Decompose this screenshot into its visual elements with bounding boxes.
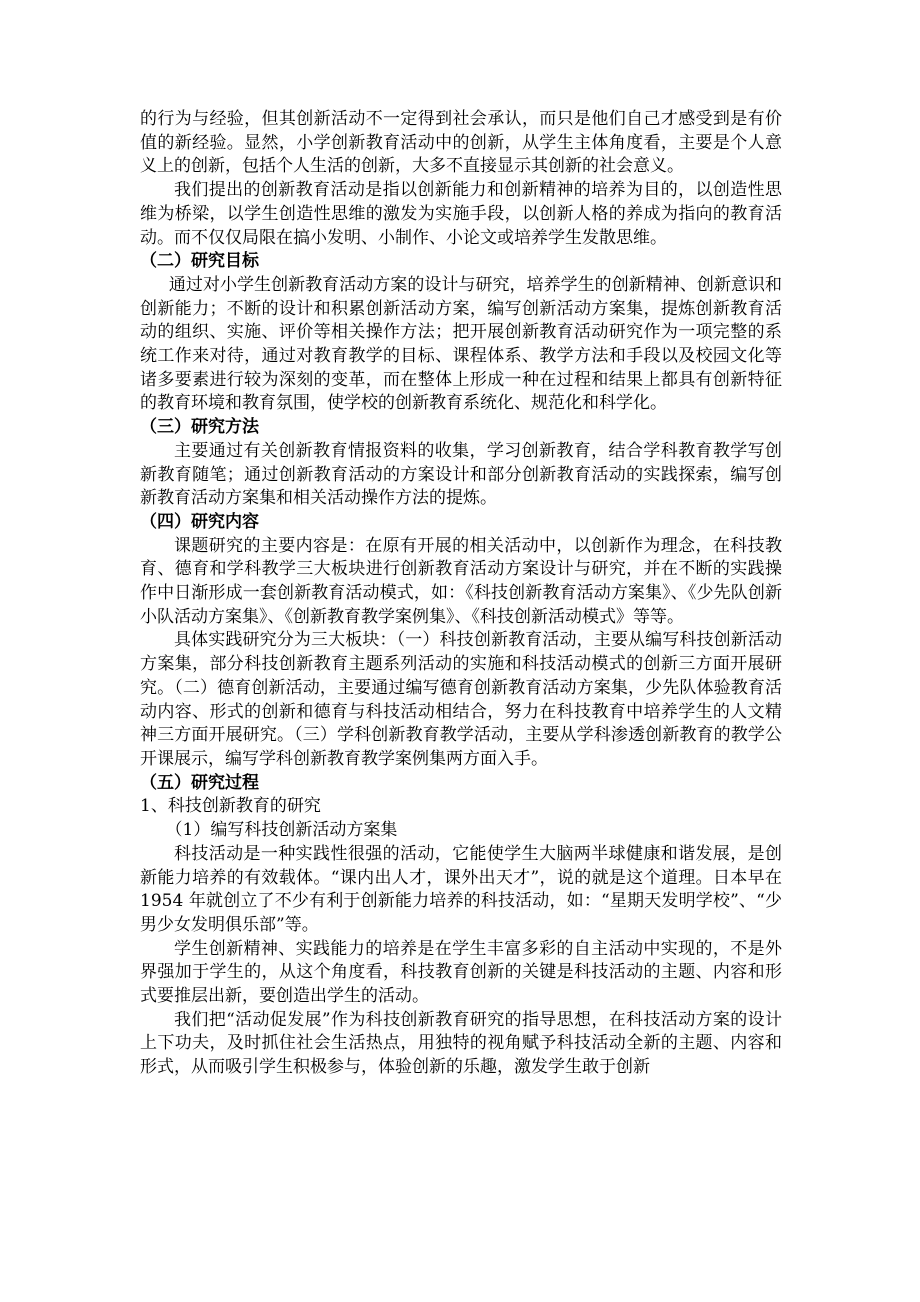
paragraph: 主要通过有关创新教育情报资料的收集，学习创新教育，结合学科教育教学写创新教育随笔；通过创新教育活动的方案设计和部分创新教育活动的实践探索，编写创新教育活动方案集和相关活动操作方法的提炼。 [140, 440, 782, 509]
subsection-item-title: （1）编写科技创新活动方案集 [165, 820, 398, 841]
section-heading: （二）研究目标 [140, 251, 259, 272]
section-heading: （三）研究方法 [140, 417, 259, 438]
paragraph: 学生创新精神、实践能力的培养是在学生丰富多彩的自主活动中实现的，不是外界强加于学生的，从这个角度看，科技教育创新的关键是科技活动的主题、内容和形式要推层出新，要创造出学生的活动。 [140, 938, 782, 1007]
document-page [140, 108, 782, 1080]
section-heading: （五）研究过程 [140, 772, 259, 793]
paragraph: 具体实践研究分为三大板块：（一）科技创新教育活动，主要从编写科技创新活动方案集，部分科技创新教育主题系列活动的实施和科技活动模式的创新三方面开展研究。（二）德育创新活动，主要通过编写德育创新教育活动方案集，少先队体验教育活动内容、形式的创新和德育与科技活动相结合，努力在科技教育中培养学生的人文精神三方面开展研究。（三）学科创新教育教学活动，主要从学科渗透创新教育的教学公开课展示，编写学科创新教育教学案例集两方面入手。 [140, 630, 782, 769]
paragraph: 通过对小学生创新教育活动方案的设计与研究，培养学生的创新精神、创新意识和创新能力；不断的设计和积累创新活动方案，编写创新活动方案集，提炼创新教育活动的组织、实施、评价等相关操作方法；把开展创新教育活动研究作为一项完整的系统工作来对待，通过对教育教学的目标、课程体系、教学方法和手段以及校园文化等诸多要素进行较为深刻的变革，而在整体上形成一种在过程和结果上都具有创新特征的教育环境和教育氛围，使学校的创新教育系统化、规范化和科学化。 [140, 274, 782, 414]
paragraph: 的行为与经验，但其创新活动不一定得到社会承认，而只是他们自己才感受到是有价值的新经验。显然，小学创新教育活动中的创新，从学生主体角度看，主要是个人意义上的创新，包括个人生活的创新，大多不直接显示其创新的社会意义。 [140, 109, 782, 177]
paragraph: 我们提出的创新教育活动是指以创新能力和创新精神的培养为目的，以创造性思维为桥梁，以学生创造性思维的激发为实施手段，以创新人格的养成为指向的教育活动。而不仅仅局限在搞小发明、小制作、小论文或培养学生发散思维。 [140, 180, 782, 248]
section-heading: （四）研究内容 [140, 511, 259, 532]
paragraph: 科技活动是一种实践性很强的活动，它能使学生大脑两半球健康和谐发展，是创新能力培养的有效载体。“课内出人才，课外出天才”，说的就是这个道理。日本早在 1954 年就创立了不少有利于创新能力培养的科技活动，如：“星期天发明学校”、“少男少女发明俱乐部”等。 [140, 843, 782, 935]
paragraph: 课题研究的主要内容是：在原有开展的相关活动中，以创新作为理念，在科技教育、德育和学科教学三大板块进行创新教育活动方案设计与研究，并在不断的实践操作中日渐形成一套创新教育活动模式，如：《科技创新教育活动方案集》、《少先队创新小队活动方案集》、《创新教育教学案例集》、《科技创新活动模式》等等。 [140, 535, 782, 627]
paragraph: 我们把“活动促发展”作为科技创新教育研究的指导思想，在科技活动方案的设计上下功夫，及时抓住社会生活热点，用独特的视角赋予科技活动全新的主题、内容和形式，从而吸引学生积极参与，体验创新的乐趣，激发学生敢于创新 [140, 1009, 782, 1078]
subsection-title: 1、科技创新教育的研究 [140, 796, 321, 817]
